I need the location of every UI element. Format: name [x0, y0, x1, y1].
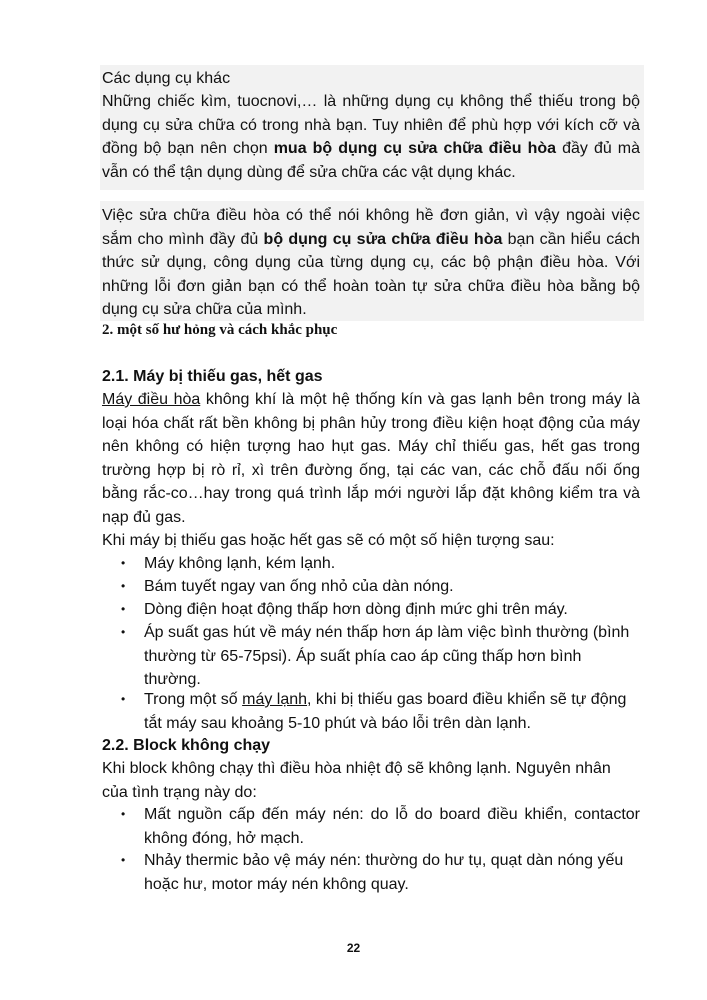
list-item: Bám tuyết ngay van ống nhỏ của dàn nóng.: [144, 578, 454, 595]
para-text: Những chiếc kìm, tuocnovi,… là những dụng cụ không thể thiếu trong bộ dụng cụ sửa chữa có trong nhà bạn. Tuy nhiên để phù hợp với kích cỡ và đồng bộ bạn nên chọn: [102, 93, 640, 157]
bullet-glyph: •: [121, 853, 126, 867]
bullet-glyph: •: [121, 692, 126, 706]
paragraph-2-2-intro: Khi block không chạy thì điều hòa nhiệt độ sẽ không lạnh. Nguyên nhân của tình trạng này do:: [102, 760, 611, 801]
para-text: đầy đủ mà vẫn có thể tận dụng dùng để sửa chữa các vật dụng khác.: [102, 140, 641, 181]
bold-keyword: mua bộ dụng cụ sửa chữa điều hòa: [273, 140, 557, 157]
list-item: Áp suất gas hút về máy nén thấp hơn áp làm việc bình thường (bình thường từ 65-75psi). Áp suất phía cao áp cũng thấp hơn bình thường.: [144, 624, 630, 688]
paragraph-repair-note: [102, 204, 640, 322]
bullet-glyph: •: [121, 625, 126, 639]
para-text: Việc sửa chữa điều hòa có thể nói không hề đơn giản, vì vậy ngoài việc sắm cho mình đầy đủ: [102, 207, 640, 248]
list-item: [144, 688, 640, 735]
list-item-text: Trong một số: [144, 691, 243, 708]
para-text: bạn cần hiểu cách thức sử dụng, công dụng của từng dụng cụ, các bộ phận điều hòa. Với những lỗi đơn giản bạn có thể hoàn toàn tự sửa chữa điều hòa bằng bộ dụng cụ sửa chữa của mình.: [102, 230, 640, 318]
link-may-lanh[interactable]: máy lạnh: [242, 691, 308, 708]
para-text: không khí là một hệ thống kín và gas lạnh bên trong máy là loại hóa chất rất bền không bị phân hủy trong điều kiện hoạt động của máy nên không có hiện tượng hao hụt gas. Máy chỉ thiếu gas, hết gas trong trường hợp bị rò rỉ, xì trên đường ống, tại các van, các chỗ đấu nối ống bằng rắc-co…hay trong quá trình lắp mới người lắp đặt không kiểm tra và nạp đủ gas.: [102, 391, 641, 526]
section-title-other-tools: Các dụng cụ khác: [102, 70, 231, 87]
bold-keyword: bộ dụng cụ sửa chữa điều hòa: [263, 230, 503, 248]
heading-2: 2. một số hư hỏng và cách khắc phục: [102, 322, 338, 338]
bullet-glyph: •: [121, 579, 126, 593]
list-item: Mất nguồn cấp đến máy nén: do lỗ do board điều khiển, contactor không đóng, hở mạch.: [144, 806, 640, 847]
heading-2-2: 2.2. Block không chạy: [102, 737, 271, 754]
paragraph-2-1-lead: Khi máy bị thiếu gas hoặc hết gas sẽ có một số hiện tượng sau:: [102, 532, 555, 549]
link-may-dieu-hoa[interactable]: Máy điều hòa: [102, 391, 201, 408]
list-item: Máy không lạnh, kém lạnh.: [144, 555, 336, 572]
list-item: Dòng điện hoạt động thấp hơn dòng định mức ghi trên máy.: [144, 601, 568, 618]
bullet-glyph: •: [121, 807, 126, 821]
list-item-text: , khi bị thiếu gas board điều khiển sẽ tự động tắt máy sau khoảng 5-10 phút và báo lỗi trên dàn lạnh.: [144, 691, 627, 732]
page-number: 22: [346, 941, 361, 955]
list-item: Nhảy thermic bảo vệ máy nén: thường do hư tụ, quạt dàn nóng yếu hoặc hư, motor máy nén không quay.: [144, 852, 624, 893]
paragraph-2-1-intro: [102, 388, 640, 529]
paragraph-other-tools: [102, 90, 640, 184]
bullet-glyph: •: [121, 602, 126, 616]
heading-2-1: 2.1. Máy bị thiếu gas, hết gas: [102, 368, 323, 385]
bullet-glyph: •: [121, 556, 126, 570]
